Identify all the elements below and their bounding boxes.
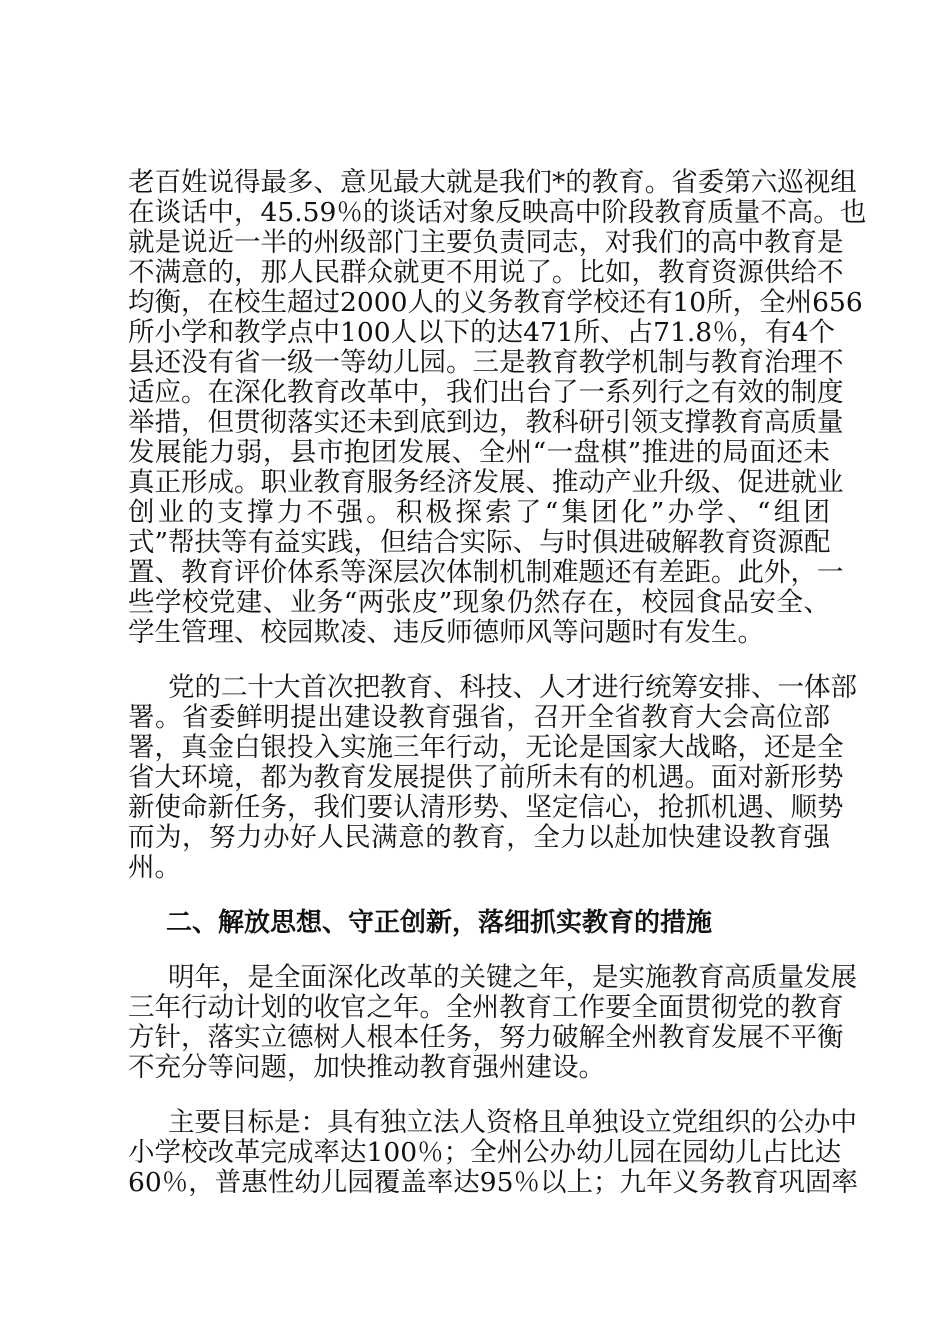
text-line: 举措，但贯彻落实还未到底到边，教科研引领支撑教育高质量 <box>128 407 844 438</box>
document-page <box>128 167 867 1223</box>
text-line: 创业的支撑力不强。积极探索了“集团化”办学、“组团 <box>128 497 830 528</box>
text-line: 就是说近一半的州级部门主要负责同志，对我们的高中教育是 <box>128 227 844 258</box>
text-line: 不充分等问题，加快推动教育强州建设。 <box>128 1052 605 1083</box>
paragraph-problems <box>128 167 867 648</box>
text-line: 小学校改革完成率达100％；全州公办幼儿园在园幼儿占比达 <box>128 1137 842 1168</box>
text-line: 方针，落实立德树人根本任务，努力破解全州教育发展不平衡 <box>128 1022 844 1053</box>
text-line: 主要目标是：具有独立法人资格且单独设立党组织的公办中 <box>168 1107 857 1138</box>
text-line: 所小学和教学点中100人以下的达471所、占71.8％，有4个 <box>128 317 836 348</box>
text-line: 均衡，在校生超过2000人的义务教育学校还有10所，全州656 <box>128 287 863 318</box>
text-line: 州。 <box>128 852 181 883</box>
paragraph-opportunities <box>128 672 857 883</box>
paragraph-main-goals <box>128 1107 858 1198</box>
text-line: 60％，普惠性幼儿园覆盖率达95％以上；九年义务教育巩固率 <box>128 1167 858 1198</box>
text-line: 置、教育评价体系等深层次体制机制难题还有差距。此外，一 <box>128 557 844 588</box>
text-line: 党的二十大首次把教育、科技、人才进行统筹安排、一体部 <box>168 672 857 703</box>
section-heading: 二、解放思想、守正创新，落细抓实教育的措施 <box>166 908 713 938</box>
text-line: 新使命新任务，我们要认清形势、坚定信心，抢抓机遇、顺势 <box>128 792 844 823</box>
text-line: 三年行动计划的收官之年。全州教育工作要全面贯彻党的教育 <box>128 992 844 1023</box>
text-line: 适应。在深化教育改革中，我们出台了一系列行之有效的制度 <box>128 377 844 408</box>
text-line: 式”帮扶等有益实践，但结合实际、与时俱进破解教育资源配 <box>128 527 831 558</box>
text-line: 老百姓说得最多、意见最大就是我们*的教育。省委第六巡视组 <box>128 167 857 198</box>
text-line: 些学校党建、业务“两张皮”现象仍然存在，校园食品安全、 <box>128 587 830 618</box>
text-line: 在谈话中，45.59％的谈话对象反映高中阶段教育质量不高。也 <box>128 197 867 228</box>
text-line: 发展能力弱，县市抱团发展、全州“一盘棋”推进的局面还未 <box>128 437 830 468</box>
text-line: 署，真金白银投入实施三年行动，无论是国家大战略，还是全 <box>128 732 844 763</box>
text-line: 学生管理、校园欺凌、违反师德师风等问题时有发生。 <box>128 617 764 648</box>
paragraph-next-year <box>128 962 857 1083</box>
text-line: 而为，努力办好人民满意的教育，全力以赴加快建设教育强 <box>128 822 830 853</box>
text-line: 明年，是全面深化改革的关键之年，是实施教育高质量发展 <box>168 962 857 993</box>
text-line: 省大环境，都为教育发展提供了前所未有的机遇。面对新形势 <box>128 762 844 793</box>
text-line: 不满意的，那人民群众就更不用说了。比如，教育资源供给不 <box>128 257 844 288</box>
text-line: 署。省委鲜明提出建设教育强省，召开全省教育大会高位部 <box>128 702 830 733</box>
text-line: 真正形成。职业教育服务经济发展、推动产业升级、促进就业 <box>128 467 844 498</box>
text-line: 县还没有省一级一等幼儿园。三是教育教学机制与教育治理不 <box>128 347 844 378</box>
